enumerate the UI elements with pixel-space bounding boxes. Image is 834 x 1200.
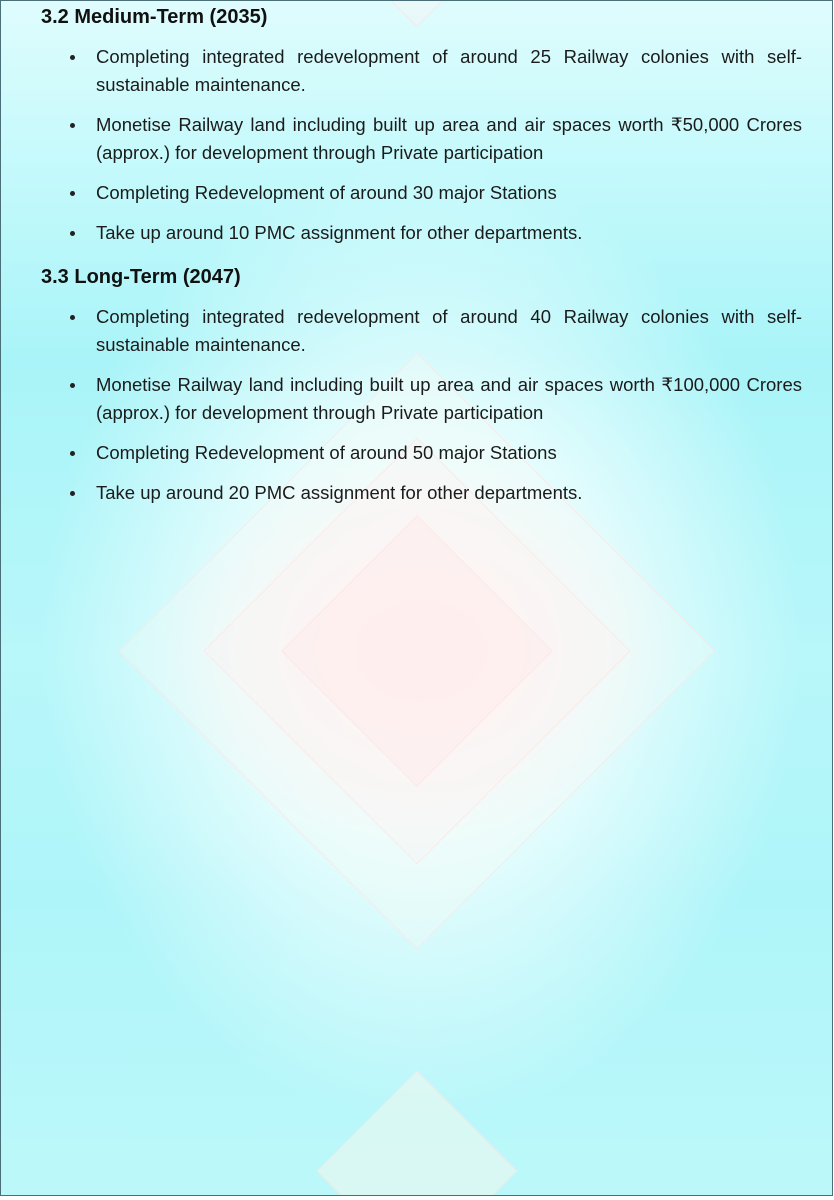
list-item: [41, 111, 802, 167]
bullet-icon: [70, 491, 75, 496]
list-item-text: Completing integrated redevelopment of around 25 Railway colonies with self-sustainable maintenance.: [96, 46, 802, 95]
medium-term-list: [41, 43, 802, 247]
list-item-text: Completing Redevelopment of around 30 major Stations: [96, 182, 557, 203]
list-item: [41, 371, 802, 427]
long-term-list: [41, 303, 802, 507]
list-item-text: Take up around 20 PMC assignment for other departments.: [96, 482, 583, 503]
bullet-icon: [70, 451, 75, 456]
list-item: [41, 179, 802, 207]
section-heading-long-term: 3.3 Long-Term (2047): [41, 266, 241, 288]
list-item: [41, 219, 802, 247]
bullet-icon: [70, 55, 75, 60]
list-item-text: Completing integrated redevelopment of around 40 Railway colonies with self-sustainable maintenance.: [96, 306, 802, 355]
bullet-icon: [70, 315, 75, 320]
list-item: [41, 479, 802, 507]
bullet-icon: [70, 231, 75, 236]
bullet-icon: [70, 383, 75, 388]
bullet-icon: [70, 123, 75, 128]
bullet-icon: [70, 191, 75, 196]
list-item-text: Monetise Railway land including built up area and air spaces worth ₹50,000 Crores (approx.) for development through Private participation: [96, 114, 802, 163]
list-item: [41, 43, 802, 99]
section-heading-medium-term: 3.2 Medium-Term (2035): [41, 6, 268, 28]
page-content: [1, 1, 832, 507]
list-item-text: Monetise Railway land including built up area and air spaces worth ₹100,000 Crores (approx.) for development through Private participation: [96, 374, 802, 423]
list-item-text: Take up around 10 PMC assignment for other departments.: [96, 222, 583, 243]
list-item-text: Completing Redevelopment of around 50 major Stations: [96, 442, 557, 463]
background-diamond-bottom: [316, 1071, 517, 1196]
list-item: [41, 439, 802, 467]
list-item: [41, 303, 802, 359]
